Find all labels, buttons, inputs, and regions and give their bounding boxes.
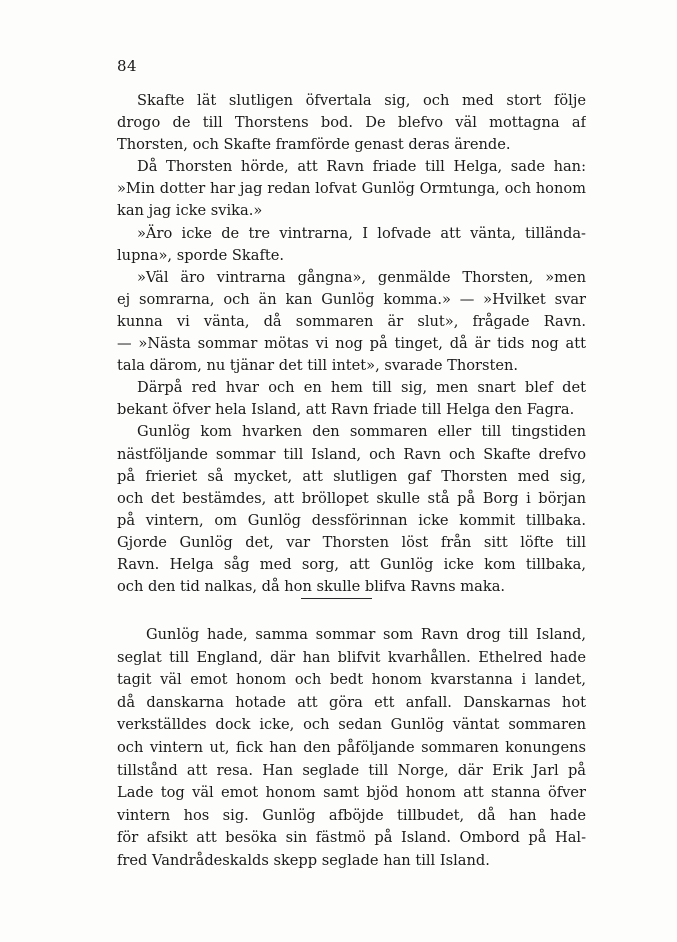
text-line: ej somrarna, och än kan Gunlög komma.» — »Hvilket svar (117, 290, 586, 308)
text-line: — »Nästa sommar mötas vi nog på tinget, då är tids nog att (117, 335, 586, 353)
text-line: drogo de till Thorstens bod. De blefvo väl mottagna af (117, 114, 586, 132)
text-line: tagit väl emot honom och bedt honom kvarstanna i landet, (117, 671, 586, 689)
text-line: Gunlög hade, samma sommar som Ravn drog till Island, (146, 626, 586, 643)
text-line: och vintern ut, fick han den påföljande sommaren konungens (117, 738, 586, 756)
text-line: Gunlög kom hvarken den sommaren eller till tingstiden (137, 423, 586, 441)
page-number: 84 (117, 57, 138, 75)
text-line: och den tid nalkas, då hon skulle blifva Ravns maka. (117, 578, 506, 596)
text-section-1 (117, 90, 586, 598)
text-line: seglat till England, där han blifvit kvarhållen. Ethelred hade (117, 648, 586, 666)
text-line: Skafte lät slutligen öfvertala sig, och med stort följe (137, 92, 586, 109)
text-line: tala därom, nu tjänar det till intet», svarade Thorsten. (117, 357, 519, 375)
text-line: tillstånd att resa. Han seglade till Norge, där Erik Jarl på (117, 761, 586, 779)
text-line: då danskarna hotade att göra ett anfall. Danskarnas hot (117, 693, 586, 711)
text-line: för afsikt att besöka sin fästmö på Island. Ombord på Hal- (117, 829, 586, 847)
text-line: fred Vandrådeskalds skepp seglade han till Island. (117, 851, 490, 869)
text-line: vintern hos sig. Gunlög afböjde tillbudet, då han hade (117, 806, 586, 824)
text-line: Gjorde Gunlög det, var Thorsten löst från sitt löfte till (117, 533, 586, 551)
text-line: »Min dotter har jag redan lofvat Gunlög Ormtunga, och honom (117, 180, 586, 198)
text-line: Då Thorsten hörde, att Ravn friade till Helga, sade han: (137, 158, 586, 176)
text-line: och det bestämdes, att bröllopet skulle stå på Borg i början (117, 489, 586, 507)
text-line: »Väl äro vintrarna gångna», genmälde Thorsten, »men (137, 268, 586, 286)
text-section-2 (117, 624, 586, 873)
text-line: på vintern, om Gunlög dessförinnan icke kommit tillbaka. (117, 511, 586, 529)
text-line: Därpå red hvar och en hem till sig, men snart blef det (137, 379, 586, 397)
text-line: Thorsten, och Skafte framförde genast deras ärende. (117, 136, 511, 154)
text-line: bekant öfver hela Island, att Ravn friade till Helga den Fagra. (117, 401, 575, 419)
text-line: kunna vi vänta, då sommaren är slut», frågade Ravn. (117, 312, 586, 330)
text-line: Ravn. Helga såg med sorg, att Gunlög icke kom tillbaka, (117, 555, 586, 573)
section-divider (301, 598, 372, 599)
text-line: »Äro icke de tre vintrarna, I lofvade att vänta, tillända- (137, 224, 586, 242)
text-line: kan jag icke svika.» (117, 202, 263, 220)
text-line: Lade tog väl emot honom samt bjöd honom att stanna öfver (117, 784, 586, 802)
text-line: verkställdes dock icke, och sedan Gunlög väntat sommaren (117, 716, 586, 734)
text-line: på frieriet så mycket, att slutligen gaf Thorsten med sig, (117, 467, 586, 485)
text-line: nästföljande sommar till Island, och Ravn och Skafte drefvo (117, 445, 586, 463)
text-line: lupna», sporde Skafte. (117, 246, 285, 264)
